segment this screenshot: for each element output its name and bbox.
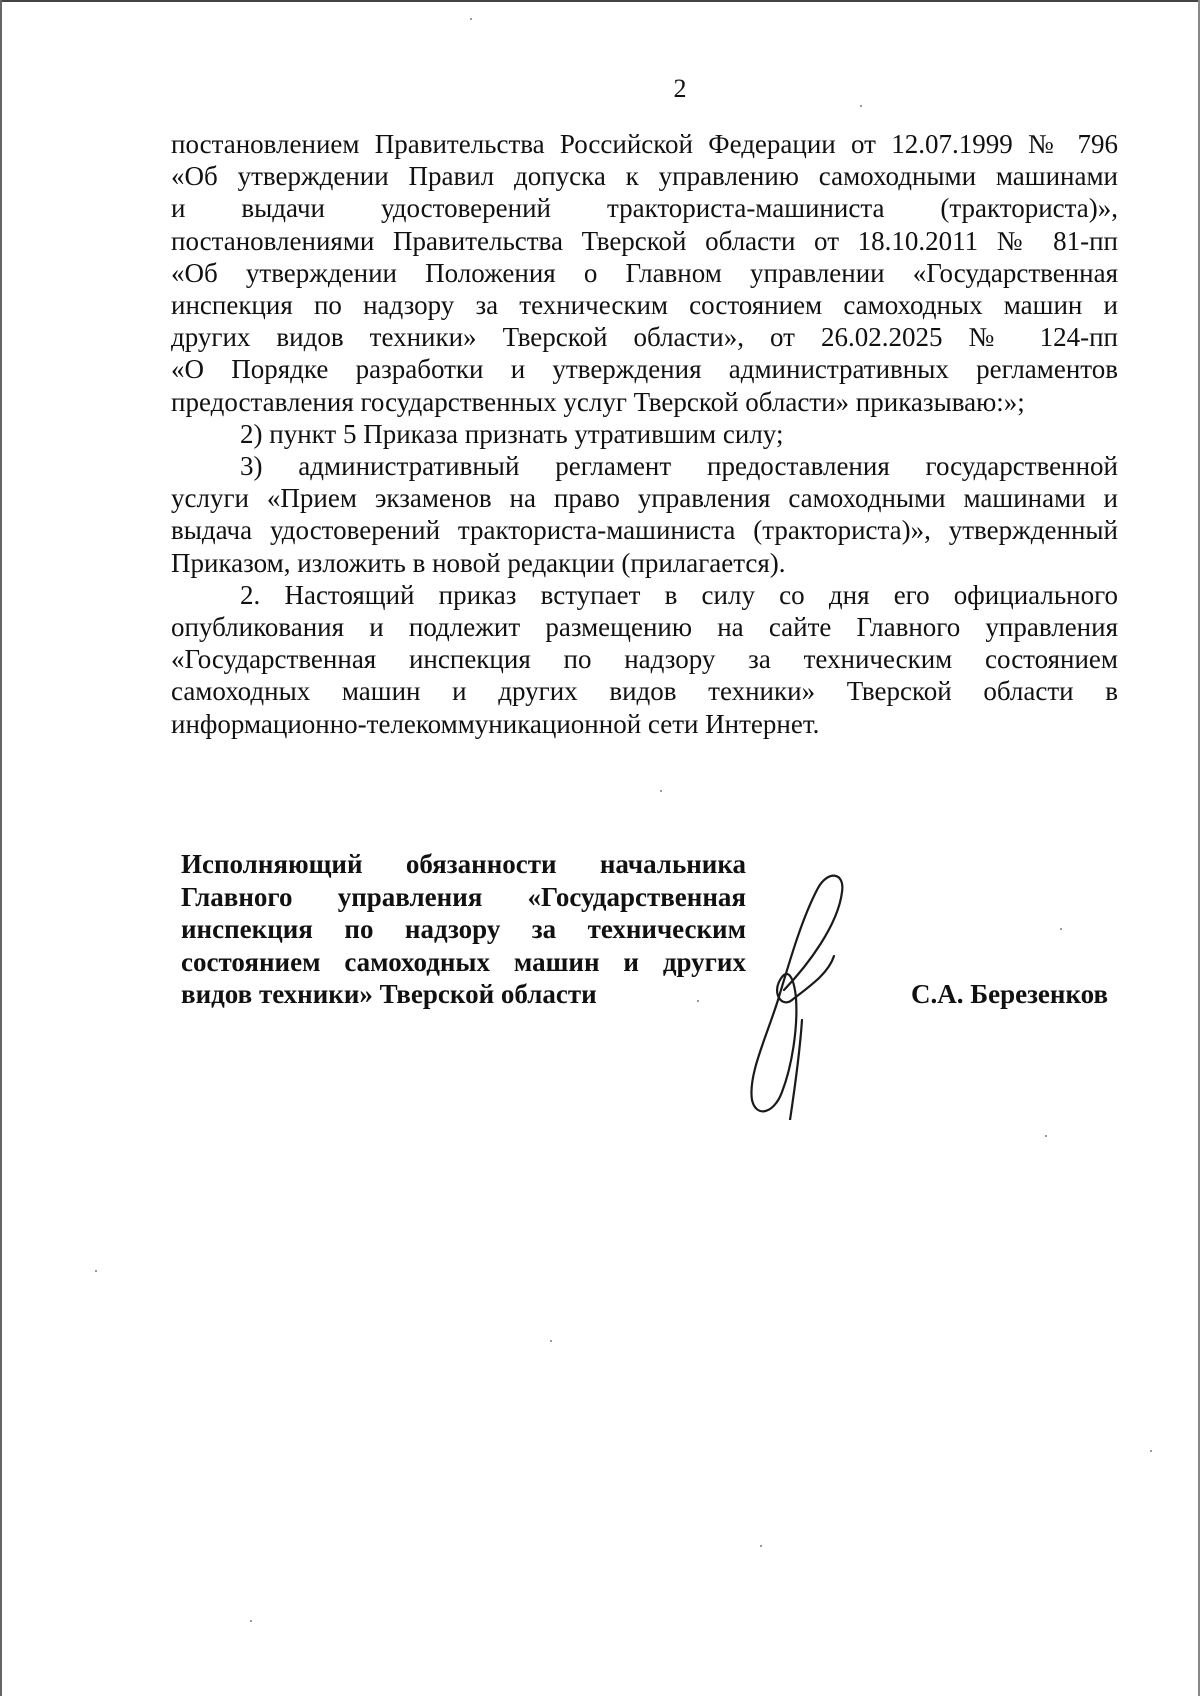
scan-speck — [860, 105, 862, 107]
signatory-position-line: видов техники» Тверской области — [181, 979, 597, 1009]
scan-speck — [660, 790, 662, 792]
signatory-position-line: Исполняющий обязанности начальника — [181, 849, 746, 879]
paragraph-item-3 — [171, 450, 1118, 579]
paragraph-item-2 — [171, 418, 1118, 450]
scan-speck — [550, 1340, 552, 1342]
scan-edge-left — [0, 0, 2, 1696]
scan-speck — [1060, 928, 1062, 930]
text-line: «Об утверждении Правил допуска к управлению самоходными машинами — [171, 161, 1118, 192]
text-line: постановлениями Правительства Тверской области от 18.10.2011 № 81-пп — [171, 225, 1118, 256]
text-line: предоставления государственных услуг Тверской области» приказываю:»; — [171, 386, 1025, 417]
text-line: Приказом, изложить в новой редакции (прилагается). — [171, 547, 786, 578]
signatory-position-line: Главного управления «Государственная — [181, 881, 746, 912]
scan-speck — [697, 1000, 699, 1002]
scan-speck — [250, 1620, 252, 1622]
scan-edge-top — [0, 0, 1200, 2]
text-line: «Об утверждении Положения о Главном управлении «Государственная — [171, 257, 1118, 288]
signer-name: С.А. Березенков — [911, 979, 1109, 1009]
text-line: «О Порядке разработки и утверждения административных регламентов — [171, 354, 1118, 385]
scan-speck — [1150, 1450, 1152, 1452]
text-line: услуги «Прием экзаменов на право управления самоходными машинами и — [171, 483, 1118, 514]
text-line: «Государственная инспекция по надзору за техническим состоянием — [171, 644, 1118, 675]
text-line: самоходных машин и других видов техники» Тверской области в — [171, 676, 1118, 707]
text-line: других видов техники» Тверской области», от 26.02.2025 № 124-пп — [171, 322, 1118, 353]
paragraph-legal-basis — [171, 128, 1118, 418]
text-line: выдача удостоверений тракториста-машиниста (тракториста)», утвержденный — [171, 515, 1118, 546]
text-line: постановлением Правительства Российской Федерации от 12.07.1999 № 796 — [171, 129, 1118, 159]
scan-speck — [760, 1545, 762, 1547]
text-line: 2. Настоящий приказ вступает в силу со дня его официального — [240, 579, 1118, 610]
paragraph-effective-date — [171, 579, 1118, 740]
signatory-position — [181, 848, 746, 1011]
text-line: и выдачи удостоверений тракториста-машиниста (тракториста)», — [171, 193, 1118, 224]
signatory-position-line: инспекция по надзору за техническим — [181, 914, 746, 944]
handwritten-signature — [730, 870, 860, 1120]
scan-speck — [470, 18, 472, 20]
text-line: информационно-телекоммуникационной сети Интернет. — [171, 708, 820, 739]
text-line: 2) пункт 5 Приказа признать утратившим силу; — [240, 418, 784, 449]
scan-speck — [95, 1270, 97, 1272]
text-line: 3) административный регламент предоставления государственной — [240, 451, 1118, 482]
text-line: инспекция по надзору за техническим состоянием самоходных машин и — [171, 290, 1118, 321]
document-body — [171, 128, 1118, 740]
signatory-position-line: состоянием самоходных машин и других — [181, 946, 746, 977]
scan-speck — [1045, 1135, 1047, 1137]
page-number: 2 — [673, 74, 687, 103]
text-line: опубликования и подлежит размещению на сайте Главного управления — [171, 612, 1118, 643]
